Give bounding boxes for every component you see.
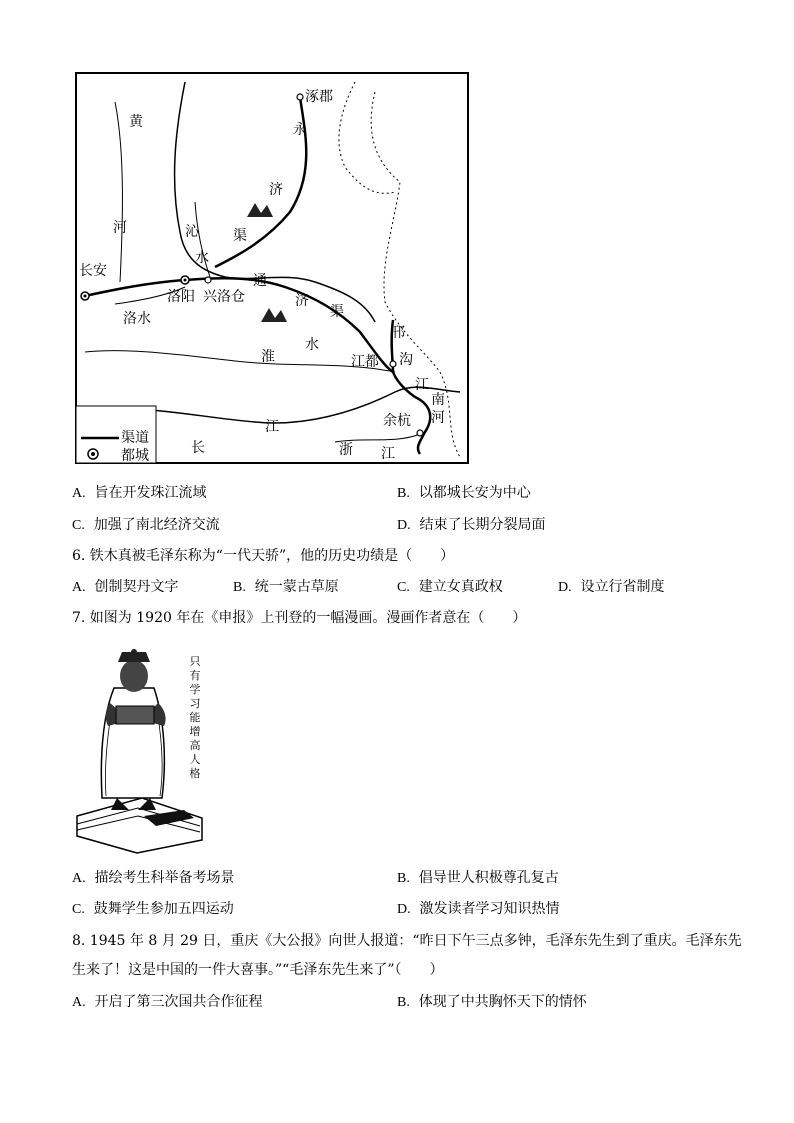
- label-changan: 长安: [79, 263, 107, 279]
- label-luoyang: 洛阳: [167, 289, 195, 305]
- label-ji1: 济: [269, 182, 283, 198]
- q7-option-c: [72, 900, 234, 919]
- label-qu2: 渠: [330, 304, 344, 320]
- q7-stem: 7. 如图为 1920 年在《申报》上刊登的一幅漫画。漫画作者意在（ ）: [72, 610, 527, 626]
- label-shui2: 水: [305, 337, 319, 353]
- label-xingluocang: 兴洛仓: [203, 289, 245, 305]
- q6-option-d-letter: D.: [558, 580, 572, 595]
- q7-option-c-letter: C.: [72, 902, 85, 917]
- q5-option-c-text: 加强了南北经济交流: [93, 517, 220, 533]
- label-gou: 沟: [399, 352, 413, 368]
- q5-option-d: [397, 516, 546, 535]
- label-huai: 淮: [261, 349, 275, 365]
- label-luoshui: 洛水: [123, 311, 151, 327]
- q8-option-a: [72, 993, 263, 1012]
- q5-option-d-letter: D.: [397, 518, 411, 533]
- label-he2: 河: [431, 410, 445, 426]
- q7-option-b-text: 倡导世人积极尊孔复古: [418, 870, 559, 886]
- q7-option-d-text: 激发读者学习知识热情: [419, 901, 560, 917]
- map-svg: [75, 72, 469, 464]
- q5-option-b-letter: B.: [397, 486, 410, 501]
- legend-capital-label: 都城: [121, 448, 149, 464]
- q7-option-a-letter: A.: [72, 871, 86, 886]
- q6-option-b: [233, 578, 339, 597]
- q8-option-b-text: 体现了中共胸怀天下的情怀: [418, 994, 587, 1010]
- q8-option-b: [397, 993, 587, 1012]
- q5-option-c-letter: C.: [72, 518, 85, 533]
- q5-option-a-text: 旨在开发珠江流域: [94, 485, 207, 501]
- label-han: 邗: [391, 325, 405, 341]
- label-huang: 黄: [129, 114, 143, 130]
- q6-option-d: [558, 578, 665, 597]
- q8-option-a-letter: A.: [72, 995, 86, 1010]
- label-jiang1: 江: [415, 377, 429, 393]
- grand-canal-map: [75, 72, 469, 464]
- label-yuhang: 余杭: [383, 413, 411, 429]
- q6-option-b-text: 统一蒙古草原: [254, 579, 339, 595]
- q6-option-a-text: 创制契丹文字: [94, 579, 179, 595]
- q5-option-b: [397, 484, 531, 503]
- q6-option-c-text: 建立女真政权: [418, 579, 503, 595]
- label-tong: 通: [253, 273, 267, 289]
- label-jiangdu: 江都: [351, 354, 379, 370]
- q5-option-a-letter: A.: [72, 486, 86, 501]
- q7-option-d: [397, 900, 560, 919]
- label-jiang2: 江: [265, 419, 279, 435]
- q5-option-c: [72, 516, 220, 535]
- label-jiang3: 江: [381, 446, 395, 462]
- label-nan: 南: [431, 392, 445, 408]
- label-qin: 沁: [185, 224, 199, 240]
- q5-option-d-text: 结束了长期分裂局面: [419, 517, 546, 533]
- cartoon-caption: 只有学习能增高人格: [189, 655, 201, 780]
- label-qu1: 渠: [233, 228, 247, 244]
- q7-option-b-letter: B.: [397, 871, 410, 886]
- q6-option-a-letter: A.: [72, 580, 86, 595]
- label-yong: 永: [293, 122, 307, 138]
- q6-option-c: [397, 578, 503, 597]
- q8-stem-line2: 生来了！这是中国的一件大喜事。”“毛泽东先生来了”（ ）: [72, 962, 444, 978]
- label-shui1: 水: [195, 250, 209, 266]
- label-chang: 长: [191, 440, 205, 456]
- q6-option-a: [72, 578, 179, 597]
- label-ji2: 济: [295, 293, 309, 309]
- q7-option-a-text: 描绘考生科举备考场景: [94, 870, 235, 886]
- legend-canal-label: 渠道: [121, 430, 149, 446]
- q8-option-b-letter: B.: [397, 995, 410, 1010]
- q8-option-a-text: 开启了第三次国共合作征程: [94, 994, 263, 1010]
- q7-option-c-text: 鼓舞学生参加五四运动: [93, 901, 234, 917]
- q8-stem-line1: 8. 1945 年 8 月 29 日，重庆《大公报》向世人报道：“昨日下午三点多钟，毛泽东先生到了重庆。毛泽东先: [72, 933, 742, 949]
- q6-option-b-letter: B.: [233, 580, 246, 595]
- q6-option-d-text: 设立行省制度: [580, 579, 665, 595]
- q6-stem: 6. 铁木真被毛泽东称为“一代天骄”，他的历史功绩是（ ）: [72, 548, 455, 564]
- q7-option-d-letter: D.: [397, 902, 411, 917]
- q5-option-b-text: 以都城长安为中心: [418, 485, 531, 501]
- q6-option-c-letter: C.: [397, 580, 410, 595]
- label-he1: 河: [113, 220, 127, 236]
- label-zhuojun: 涿郡: [305, 89, 333, 105]
- q7-option-b: [397, 869, 559, 888]
- label-zhe: 浙: [339, 442, 353, 458]
- q5-option-a: [72, 484, 207, 503]
- q7-option-a: [72, 869, 235, 888]
